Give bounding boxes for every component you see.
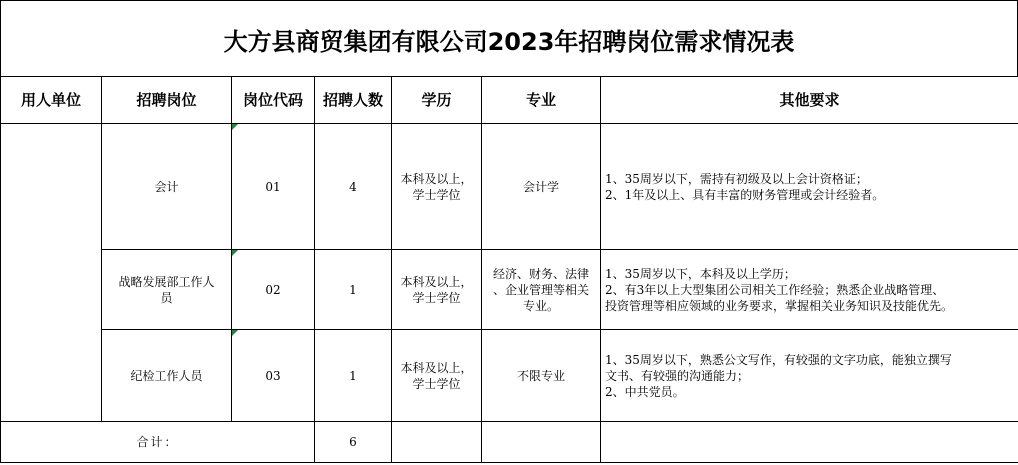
table-row bbox=[1, 250, 1018, 330]
education-line: 学士学位 bbox=[412, 290, 461, 305]
code-value: 01 bbox=[265, 179, 281, 194]
education-cell[interactable] bbox=[392, 124, 482, 250]
total-other-cell[interactable] bbox=[601, 422, 1018, 463]
major-line: 经济、财务、法律 bbox=[492, 266, 589, 281]
header-education[interactable]: 学历 bbox=[392, 77, 482, 124]
position-line: 战略发展部工作人 bbox=[118, 274, 215, 289]
education-cell[interactable] bbox=[392, 330, 482, 422]
requirement-line: 1、35周岁以下，熟悉公文写作，有较强的文字功底，能独立撰写 bbox=[605, 352, 952, 367]
header-position[interactable]: 招聘岗位 bbox=[102, 77, 232, 124]
major-cell[interactable] bbox=[482, 250, 601, 330]
other-cell[interactable] bbox=[601, 124, 1018, 250]
requirement-line: 投资管理等相应领域的业务要求，掌握相关业务知识及技能优先。 bbox=[605, 298, 954, 313]
major-line: 会计学 bbox=[522, 179, 559, 194]
code-cell[interactable] bbox=[232, 250, 315, 330]
position-cell[interactable]: 纪检工作人员 bbox=[102, 330, 232, 422]
other-cell[interactable] bbox=[601, 250, 1018, 330]
requirement-line: 1、35周岁以下，需持有初级及以上会计资格证； bbox=[605, 171, 868, 186]
count-cell[interactable]: 1 bbox=[315, 330, 392, 422]
major-line: 专业。 bbox=[522, 298, 559, 313]
total-major-cell[interactable] bbox=[482, 422, 601, 463]
total-count[interactable]: 6 bbox=[315, 422, 392, 463]
header-count[interactable]: 招聘人数 bbox=[315, 77, 392, 124]
code-value: 03 bbox=[265, 368, 281, 383]
count-cell[interactable]: 1 bbox=[315, 250, 392, 330]
total-label[interactable]: 合计： bbox=[1, 422, 315, 463]
position-cell[interactable] bbox=[102, 250, 232, 330]
header-row bbox=[1, 77, 1018, 124]
header-major[interactable]: 专业 bbox=[482, 77, 601, 124]
header-unit[interactable]: 用人单位 bbox=[1, 77, 102, 124]
table-row bbox=[1, 330, 1018, 422]
education-line: 本科及以上， bbox=[400, 274, 473, 289]
header-code[interactable]: 岗位代码 bbox=[232, 77, 315, 124]
major-line: 、企业管理等相关 bbox=[492, 282, 589, 297]
major-line: 不限专业 bbox=[516, 368, 565, 383]
code-cell[interactable] bbox=[232, 124, 315, 250]
position-line: 员 bbox=[160, 290, 173, 305]
requirement-line: 2、有3年以上大型集团公司相关工作经验；熟悉企业战略管理、 bbox=[605, 282, 945, 297]
education-line: 本科及以上， bbox=[400, 171, 473, 186]
unit-cell[interactable] bbox=[1, 124, 102, 422]
other-cell[interactable] bbox=[601, 330, 1018, 422]
requirement-line: 2、中共党员。 bbox=[605, 384, 685, 399]
code-cell[interactable] bbox=[232, 330, 315, 422]
total-education-cell[interactable] bbox=[392, 422, 482, 463]
count-cell[interactable]: 4 bbox=[315, 124, 392, 250]
education-line: 学士学位 bbox=[412, 187, 461, 202]
total-row bbox=[1, 422, 1018, 463]
comment-marker-icon bbox=[232, 124, 238, 130]
sheet-title: 大方县商贸集团有限公司2023年招聘岗位需求情况表 bbox=[0, 0, 1018, 77]
recruitment-table bbox=[0, 76, 1018, 463]
education-line: 学士学位 bbox=[412, 376, 461, 391]
education-cell[interactable] bbox=[392, 250, 482, 330]
requirement-line: 文书、有较强的沟通能力； bbox=[605, 368, 750, 383]
education-line: 本科及以上， bbox=[400, 360, 473, 375]
position-cell[interactable]: 会计 bbox=[102, 124, 232, 250]
major-cell[interactable] bbox=[482, 124, 601, 250]
requirement-line: 1、35周岁以下，本科及以上学历； bbox=[605, 266, 796, 281]
comment-marker-icon bbox=[232, 330, 238, 336]
table-row bbox=[1, 124, 1018, 250]
header-other[interactable]: 其他要求 bbox=[601, 77, 1018, 124]
code-value: 02 bbox=[265, 282, 281, 297]
comment-marker-icon bbox=[232, 250, 238, 256]
requirement-line: 2、1年及以上、具有丰富的财务管理或会计经验者。 bbox=[605, 187, 885, 202]
major-cell[interactable] bbox=[482, 330, 601, 422]
